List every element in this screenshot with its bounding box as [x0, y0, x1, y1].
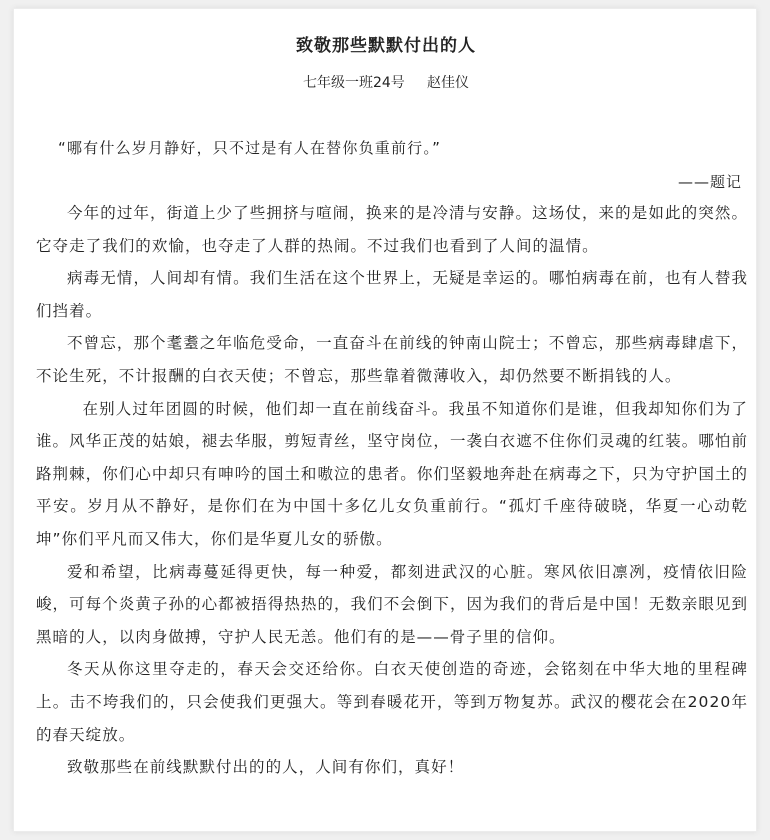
paragraph: 今年的过年，街道上少了些拥挤与喧闹，换来的是冷清与安静。这场仗，来的是如此的突然。它夺走了我们的欢愉，也夺走了人群的热闹。不过我们也看到了人间的温情。	[36, 204, 748, 255]
paragraph: 冬天从你这里夺走的，春天会交还给你。白衣天使创造的奇迹，会铭刻在中华大地的里程碑上。击不垮我们的，只会使我们更强大。等到春暖花开，等到万物复苏。武汉的樱花会在2020年的春天绽放。	[36, 660, 748, 744]
document-page	[13, 8, 757, 832]
epigraph-quote: “哪有什么岁月静好，只不过是有人在替你负重前行。”	[58, 139, 442, 157]
paragraph: 在别人过年团圆的时候，他们却一直在前线奋斗。我虽不知道你们是谁，但我却知你们为了谁。风华正茂的姑娘，褪去华服，剪短青丝，坚守岗位，一袭白衣遮不住你们灵魂的红装。哪怕前路荆棘，你们心中却只有呻吟的国土和嗷泣的患者。你们坚毅地奔赴在病毒之下，只为守护国土的平安。岁月从不静好，是你们在为中国十多亿儿女负重前行。“孤灯千座待破晓，华夏一心动乾坤”你们平凡而又伟大，你们是华夏儿女的骄傲。	[36, 399, 748, 548]
paragraph: 病毒无情，人间却有情。我们生活在这个世界上，无疑是幸运的。哪怕病毒在前，也有人替我们挡着。	[36, 269, 748, 320]
paragraph: 爱和希望，比病毒蔓延得更快，每一种爱，都刻进武汉的心脏。寒风依旧凛冽，疫情依旧险峻，可每个炎黄子孙的心都被捂得热热的，我们不会倒下，因为我们的背后是中国！无数亲眼见到黑暗的人，以肉身做搏，守护人民无恙。他们有的是——骨子里的信仰。	[36, 562, 748, 646]
essay-body	[36, 197, 748, 784]
epigraph-attribution: ——题记	[677, 173, 742, 191]
essay-title: 致敬那些默默付出的人	[296, 36, 476, 56]
paragraph: 致敬那些在前线默默付出的的人，人间有你们，真好！	[67, 758, 465, 777]
author-byline: 七年级一班24号 赵佳仪	[302, 75, 470, 91]
paragraph: 不曾忘，那个耄耋之年临危受命，一直奋斗在前线的钟南山院士；不曾忘，那些病毒肆虐下，不论生死，不计报酬的白衣天使；不曾忘，那些靠着微薄收入，却仍然要不断捐钱的人。	[36, 334, 748, 385]
